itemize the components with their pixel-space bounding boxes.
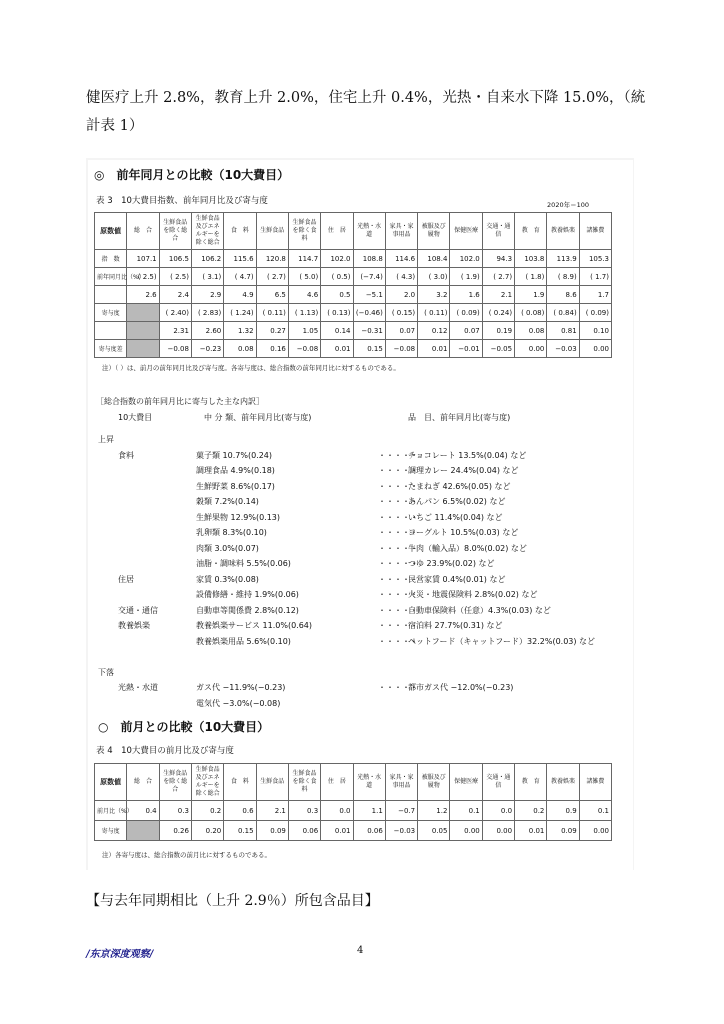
table-header-cell: 原数値 <box>95 764 127 801</box>
table-cell: −0.05 <box>482 340 514 358</box>
table-header-cell: 教 育 <box>515 213 547 250</box>
table-cell: 0.12 <box>418 322 450 340</box>
breakdown-row <box>96 481 631 497</box>
table-cell: 0.07 <box>385 322 417 340</box>
breakdown-c3: ・・・・・ <box>378 528 418 537</box>
table-cell: 0.08 <box>515 322 547 340</box>
row-label <box>95 286 127 304</box>
table-cell: 2.31 <box>159 322 191 340</box>
table-cell: 0.1 <box>450 801 482 821</box>
table-header-cell: 被服及び履物 <box>418 213 450 250</box>
breakdown-c2: 生鮮野菜 8.6%(0.17) <box>196 481 275 491</box>
section1-title: ◎ 前年同月との比較（10大費目） <box>94 168 290 182</box>
table-cell: ( 0.5) <box>321 268 353 286</box>
table-header-cell: 被服及び履物 <box>418 764 450 801</box>
breakdown-c4: 宿泊料 27.7%(0.31) など <box>408 621 503 630</box>
table-header-cell: 教養娯楽 <box>547 213 579 250</box>
table-cell: 108.4 <box>418 250 450 268</box>
table-cell: 2.60 <box>191 322 223 340</box>
table-header-cell: 生鮮食品を除く食料 <box>288 764 320 801</box>
table-cell: 4.9 <box>224 286 256 304</box>
table-cell: ( 3.1) <box>191 268 223 286</box>
breakdown-row <box>96 465 631 481</box>
breakdown-c4: たまねぎ 42.6%(0.05) など <box>408 481 511 491</box>
table-cell <box>127 304 159 322</box>
table-cell: ( 3.0) <box>418 268 450 286</box>
breakdown-row <box>96 589 631 605</box>
table-cell: ( 0.11) <box>418 304 450 322</box>
breakdown-c3: ・・・・・ <box>378 683 418 692</box>
table-cell: 2.1 <box>256 801 288 821</box>
table-cell: 0.06 <box>353 821 385 841</box>
table-header-cell: 交通・通信 <box>482 764 514 801</box>
table-header-cell: 教養娯楽 <box>547 764 579 801</box>
row-label: 指 数 <box>95 250 127 268</box>
table-row <box>95 304 612 322</box>
table-cell: ( 2.5) <box>159 268 191 286</box>
breakdown-row <box>96 496 631 512</box>
table-header-cell: 生鮮食品を除く食料 <box>288 213 320 250</box>
page-number: 4 <box>357 945 364 956</box>
table-cell: ( 2.40) <box>159 304 191 322</box>
table-cell: 1.7 <box>579 286 611 304</box>
breakdown-header-category: 10大費目 <box>118 413 153 422</box>
breakdown-c1: 食料 <box>118 450 134 460</box>
table-header-cell: 諸雑費 <box>579 764 611 801</box>
breakdown-c4: 民営家賃 0.4%(0.01) など <box>408 574 506 584</box>
table-cell: (−0.46) <box>353 304 385 322</box>
table-cell: 0.1 <box>579 801 611 821</box>
breakdown-c4: 自動車保険料（任意）4.3%(0.03) など <box>408 605 551 615</box>
intro-paragraph: 健医疗上升 2.8%，教育上升 2.0%，住宅上升 0.4%，光热・自来水下降 15.0%，（統計表 1） <box>86 90 646 134</box>
table-cell: ( 1.7) <box>579 268 611 286</box>
table-cell: −0.01 <box>450 340 482 358</box>
table-header-cell: 家具・家事用品 <box>385 213 417 250</box>
breakdown-c4: 火災・地震保険料 2.8%(0.02) など <box>408 590 538 599</box>
table-cell: 0.01 <box>515 821 547 841</box>
table-cell: 1.1 <box>353 801 385 821</box>
table-cell: 1.6 <box>450 286 482 304</box>
table-cell: 0.3 <box>159 801 191 821</box>
table-cell: ( 0.15) <box>385 304 417 322</box>
table-header-cell: 諸雑費 <box>579 213 611 250</box>
breakdown-c2: 生鮮果物 12.9%(0.13) <box>196 512 281 522</box>
table-cell: 6.5 <box>256 286 288 304</box>
table-cell: 106.5 <box>159 250 191 268</box>
table-cell: ( 4.3) <box>385 268 417 286</box>
breakdown-row <box>96 527 631 543</box>
breakdown-row <box>96 651 631 667</box>
embedded-report-image <box>88 160 633 870</box>
table-cell: ( 4.7) <box>224 268 256 286</box>
table-cell: −0.23 <box>191 340 223 358</box>
breakdown-c4: あんパン 6.5%(0.02) など <box>408 497 506 506</box>
table-row <box>95 286 612 304</box>
table-cell: −0.03 <box>547 340 579 358</box>
table-cell: ( 0.24) <box>482 304 514 322</box>
table-cell: 0.07 <box>450 322 482 340</box>
table-header-cell: 光熱・水道 <box>353 764 385 801</box>
table-cell: 102.0 <box>321 250 353 268</box>
table-cell: 0.01 <box>321 821 353 841</box>
table-cell: 2.9 <box>191 286 223 304</box>
table-cell: 0.08 <box>224 340 256 358</box>
breakdown-c3: ・・・・・ <box>378 497 418 506</box>
table4 <box>94 763 612 841</box>
table-cell: 8.6 <box>547 286 579 304</box>
table-cell: ( 2.7) <box>482 268 514 286</box>
table-cell <box>127 821 159 841</box>
table-header-cell: 食 料 <box>224 764 256 801</box>
table-row <box>95 821 612 841</box>
breakdown-row <box>96 605 631 621</box>
table-cell: 0.06 <box>288 821 320 841</box>
table-cell: 94.3 <box>482 250 514 268</box>
table-header-cell: 生鮮食品及びエネルギーを除く総合 <box>191 213 223 250</box>
table-cell: 2.6 <box>127 286 159 304</box>
table-cell: (−7.4) <box>353 268 385 286</box>
table-cell: 0.00 <box>450 821 482 841</box>
breakdown-c3: ・・・・・ <box>378 590 418 599</box>
breakdown-c3: ・・・・・ <box>378 621 418 630</box>
breakdown-title: ［総合指数の前年同月比に寄与した主な内訳］ <box>96 397 264 406</box>
table-header-cell: 交通・通信 <box>482 213 514 250</box>
breakdown-header-item: 品 目、前年同月比(寄与度) <box>408 413 511 422</box>
table-cell: 3.2 <box>418 286 450 304</box>
table-cell: ( 1.8) <box>515 268 547 286</box>
table-cell: ( 2.5) <box>127 268 159 286</box>
table-cell: 0.16 <box>256 340 288 358</box>
table4-note: 注）各寄与度は、総合指数の前月比に対するものである。 <box>102 851 271 859</box>
table-cell: 102.0 <box>450 250 482 268</box>
breakdown-c2: 乳卵類 8.3%(0.10) <box>196 528 267 537</box>
breakdown-c2: 油脂・調味料 5.5%(0.06) <box>196 559 291 568</box>
table3-base-note: 2020年＝100 <box>547 201 589 209</box>
table4-caption: 表 4 10大費目の前月比及び寄与度 <box>96 746 234 756</box>
table-cell: −0.31 <box>353 322 385 340</box>
table-cell: −0.08 <box>385 340 417 358</box>
table-cell: 107.1 <box>127 250 159 268</box>
table-header-cell: 住 居 <box>321 764 353 801</box>
row-label: 寄与度 <box>95 304 127 322</box>
breakdown-c4: 牛肉（輸入品）8.0%(0.02) など <box>408 543 527 553</box>
table-cell: 0.00 <box>579 821 611 841</box>
breakdown-c2: 電気代 −3.0%(−0.08) <box>196 698 281 708</box>
table-cell: 0.01 <box>321 340 353 358</box>
table-cell: 1.2 <box>418 801 450 821</box>
table-cell <box>127 340 159 358</box>
table-cell: 0.81 <box>547 322 579 340</box>
table-cell: 0.3 <box>288 801 320 821</box>
table-cell: 4.6 <box>288 286 320 304</box>
row-label: 寄与度 <box>95 821 127 841</box>
breakdown-c3: ・・・・・ <box>378 559 418 568</box>
table-row <box>95 801 612 821</box>
table-cell: 1.9 <box>515 286 547 304</box>
table-cell: ( 1.13) <box>288 304 320 322</box>
table-cell: 0.20 <box>191 821 223 841</box>
table-cell: 1.32 <box>224 322 256 340</box>
breakdown-c1: 光熱・水道 <box>118 683 158 692</box>
table-cell: 2.0 <box>385 286 417 304</box>
row-label: 前年同月比（%） <box>95 268 127 286</box>
table-cell: 2.4 <box>159 286 191 304</box>
table-cell: ( 1.24) <box>224 304 256 322</box>
breakdown-c1: 教養娯楽 <box>118 621 150 630</box>
breakdown-c0: 上昇 <box>98 435 114 444</box>
breakdown-row <box>96 620 631 636</box>
table-header-cell: 生鮮食品 <box>256 213 288 250</box>
table-cell: −0.08 <box>159 340 191 358</box>
table-cell: ( 0.09) <box>450 304 482 322</box>
table-cell: ( 0.09) <box>579 304 611 322</box>
table-cell: −0.08 <box>288 340 320 358</box>
table-cell: 0.09 <box>547 821 579 841</box>
breakdown-c4: ヨーグルト 10.5%(0.03) など <box>408 528 519 537</box>
table-header-cell: 食 料 <box>224 213 256 250</box>
breakdown-header-subcategory: 中 分 類、前年同月比(寄与度) <box>204 413 312 422</box>
table-header-cell: 保健医療 <box>450 213 482 250</box>
row-label <box>95 322 127 340</box>
table-header-cell: 住 居 <box>321 213 353 250</box>
breakdown-c3: ・・・・・ <box>378 543 418 553</box>
table-cell: ( 0.08) <box>515 304 547 322</box>
table-cell: −5.1 <box>353 286 385 304</box>
table-cell: 106.2 <box>191 250 223 268</box>
breakdown-row <box>96 512 631 528</box>
table-cell: 0.00 <box>515 340 547 358</box>
breakdown-row <box>96 667 631 683</box>
breakdown-c3: ・・・・・ <box>378 574 418 584</box>
breakdown-c4: 調理カレー 24.4%(0.04) など <box>408 466 519 475</box>
breakdown-row <box>96 636 631 652</box>
table-cell: 0.0 <box>321 801 353 821</box>
brand-signature: /东京深度观察/ <box>86 949 154 960</box>
table-header-cell: 総 合 <box>127 213 159 250</box>
table-cell: 114.6 <box>385 250 417 268</box>
table-row <box>95 340 612 358</box>
breakdown-c2: 菓子類 10.7%(0.24) <box>196 450 273 460</box>
table-cell: 0.9 <box>547 801 579 821</box>
table-cell: 0.5 <box>321 286 353 304</box>
table-header-cell: 家具・家事用品 <box>385 764 417 801</box>
table-cell: 0.15 <box>224 821 256 841</box>
breakdown-row <box>96 682 631 698</box>
table-cell: ( 1.9) <box>450 268 482 286</box>
table-cell: 0.4 <box>127 801 159 821</box>
breakdown-c4: ペットフード（キャットフード）32.2%(0.03) など <box>408 636 596 646</box>
table-cell: 0.01 <box>418 340 450 358</box>
breakdown-c3: ・・・・・ <box>378 636 418 646</box>
breakdown-c2: 調理食品 4.9%(0.18) <box>196 466 275 475</box>
breakdown-c2: 教養娯楽サービス 11.0%(0.64) <box>196 621 313 630</box>
breakdown-c4: チョコレート 13.5%(0.04) など <box>408 450 527 460</box>
table3-caption: 表 3 10大費目指数、前年同月比及び寄与度 <box>96 196 268 206</box>
table-cell: ( 2.83) <box>191 304 223 322</box>
table-cell: 113.9 <box>547 250 579 268</box>
table-cell: 0.2 <box>515 801 547 821</box>
table-cell: 0.14 <box>321 322 353 340</box>
table-cell: 120.8 <box>256 250 288 268</box>
breakdown-c2: 自動車等関係費 2.8%(0.12) <box>196 605 299 615</box>
breakdown-c2: 肉類 3.0%(0.07) <box>196 543 259 553</box>
table-header-cell: 教 育 <box>515 764 547 801</box>
table-header-cell: 総 合 <box>127 764 159 801</box>
table-cell: ( 8.9) <box>547 268 579 286</box>
row-label: 前月比（%） <box>95 801 127 821</box>
table-header-cell: 光熱・水道 <box>353 213 385 250</box>
table-cell: 0.00 <box>482 821 514 841</box>
breakdown-c2: 家賃 0.3%(0.08) <box>196 574 259 584</box>
table-cell: −0.03 <box>385 821 417 841</box>
breakdown-row <box>96 558 631 574</box>
breakdown-row <box>96 698 631 714</box>
breakdown-c2: 教養娯楽用品 5.6%(0.10) <box>196 636 291 646</box>
table-cell: ( 0.84) <box>547 304 579 322</box>
table-row <box>95 268 612 286</box>
table-header-cell: 原数値 <box>95 213 127 250</box>
table-cell: 0.05 <box>418 821 450 841</box>
breakdown-c1: 住居 <box>118 574 134 584</box>
table-cell: ( 0.11) <box>256 304 288 322</box>
table-header-cell: 生鮮食品を除く総合 <box>159 764 191 801</box>
breakdown-c4: いちご 11.4%(0.04) など <box>408 512 503 522</box>
table-cell: 0.27 <box>256 322 288 340</box>
breakdown-c3: ・・・・・ <box>378 450 418 460</box>
breakdown-row <box>96 450 631 466</box>
table-header-cell: 生鮮食品 <box>256 764 288 801</box>
breakdown-c3: ・・・・・ <box>378 481 418 491</box>
table-cell: 2.1 <box>482 286 514 304</box>
table-cell: 0.15 <box>353 340 385 358</box>
row-label: 寄与度差 <box>95 340 127 358</box>
table-cell: 103.8 <box>515 250 547 268</box>
breakdown-c4: 都市ガス代 −12.0%(−0.23) <box>408 683 514 692</box>
table-cell: 108.8 <box>353 250 385 268</box>
table3 <box>94 212 612 358</box>
table-cell: −0.7 <box>385 801 417 821</box>
table-cell: 1.05 <box>288 322 320 340</box>
table-cell: 0.19 <box>482 322 514 340</box>
table-cell: 114.7 <box>288 250 320 268</box>
table-cell: ( 0.13) <box>321 304 353 322</box>
table-cell: 0.00 <box>579 340 611 358</box>
table-cell: 0.6 <box>224 801 256 821</box>
footer-heading: 【与去年同期相比（上升 2.9％）所包含品目】 <box>86 893 379 909</box>
breakdown-c2: 穀類 7.2%(0.14) <box>196 497 259 506</box>
breakdown-c3: ・・・・・ <box>378 605 418 615</box>
breakdown-c4: つゆ 23.9%(0.02) など <box>408 559 495 568</box>
breakdown-row <box>96 434 631 450</box>
breakdown-row <box>96 574 631 590</box>
table-cell: ( 5.0) <box>288 268 320 286</box>
table-cell <box>127 322 159 340</box>
table-cell: ( 2.7) <box>256 268 288 286</box>
table-cell: 105.3 <box>579 250 611 268</box>
table3-note: 注）（ ）は、前月の前年同月比及び寄与度。各寄与度は、総合指数の前年同月比に対するものである。 <box>102 364 400 372</box>
table-cell: 0.10 <box>579 322 611 340</box>
breakdown-c1: 交通・通信 <box>118 605 158 615</box>
table-cell: 0.09 <box>256 821 288 841</box>
breakdown-c3: ・・・・・ <box>378 512 418 522</box>
table-cell: 0.2 <box>191 801 223 821</box>
section2-title: ○ 前月との比較（10大費目） <box>98 720 270 734</box>
table-row <box>95 250 612 268</box>
breakdown-c0: 下落 <box>98 667 114 677</box>
table-header-cell: 生鮮食品を除く総合 <box>159 213 191 250</box>
table-header-cell: 保健医療 <box>450 764 482 801</box>
breakdown-row <box>96 543 631 559</box>
table-row <box>95 322 612 340</box>
breakdown-c2: ガス代 −11.9%(−0.23) <box>196 683 286 692</box>
table-cell: 0.26 <box>159 821 191 841</box>
table-cell: 115.6 <box>224 250 256 268</box>
table-header-cell: 生鮮食品及びエネルギーを除く総合 <box>191 764 223 801</box>
breakdown-c2: 設備修繕・維持 1.9%(0.06) <box>196 590 299 599</box>
table-cell: 0.0 <box>482 801 514 821</box>
breakdown-c3: ・・・・・ <box>378 466 418 475</box>
